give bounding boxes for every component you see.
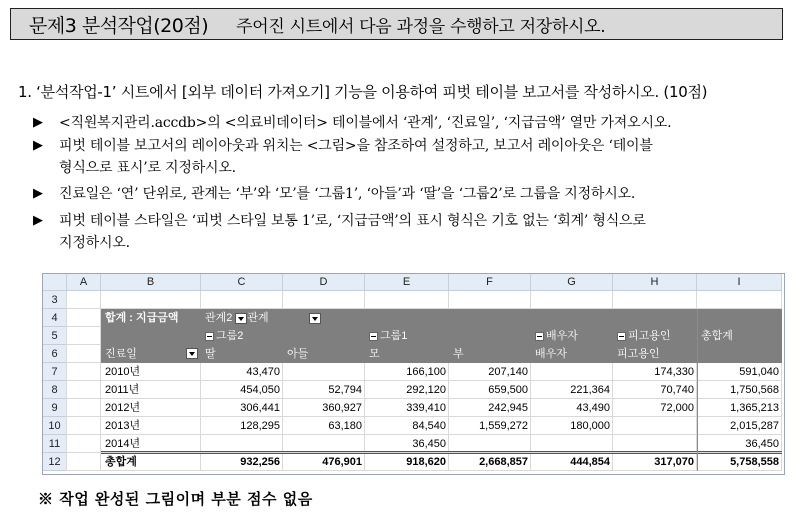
- relation-filter-dropdown-icon[interactable]: [309, 313, 321, 324]
- column-header[interactable]: G: [531, 274, 613, 291]
- pivot-value-cell[interactable]: 2,015,287: [730, 420, 779, 432]
- instruction-bullet-3: [33, 183, 788, 205]
- bullet-arrow-icon: ▶: [33, 115, 43, 130]
- row-header[interactable]: 9: [43, 399, 67, 417]
- bullet-arrow-icon: ▶: [33, 138, 43, 153]
- pivot-value-cell[interactable]: 70,740: [660, 384, 694, 396]
- column-header[interactable]: H: [613, 274, 697, 291]
- column-header[interactable]: D: [283, 274, 365, 291]
- pivot-value-cell[interactable]: 43,490: [576, 402, 610, 414]
- pivot-value-cell[interactable]: 1,559,272: [479, 420, 528, 432]
- spreadsheet-pivot-table: [42, 273, 785, 475]
- group2-header[interactable]: [201, 327, 283, 345]
- pivot-value-cell[interactable]: [283, 363, 365, 381]
- relation2-filter-dropdown-icon[interactable]: [235, 313, 247, 324]
- section-description: 주어진 시트에서 다음 과정을 수행하고 저장하시오.: [236, 16, 606, 37]
- pivot-grand-total-cell[interactable]: 932,256: [240, 456, 280, 468]
- question-title: 1. ‘분석작업-1’ 시트에서 [외부 데이터 가져오기] 기능을 이용하여 피벗 테이블 보고서를 작성하시오. (10점): [18, 83, 708, 101]
- pivot-grand-total-cell[interactable]: 317,070: [654, 456, 694, 468]
- column-header[interactable]: B: [101, 274, 201, 291]
- pivot-value-cell[interactable]: 84,540: [412, 420, 446, 432]
- pivot-value-cell[interactable]: 207,140: [488, 366, 528, 378]
- collapse-minus-icon[interactable]: [617, 332, 626, 341]
- pivot-value-cell[interactable]: 52,794: [328, 384, 362, 396]
- instruction-text-cont: 형식으로 표시’로 지정하시오.: [59, 160, 236, 176]
- column-item-label: 딸: [205, 348, 216, 360]
- field-relation2-label: 관계2: [205, 312, 233, 324]
- pivot-value-cell[interactable]: 339,410: [406, 402, 446, 414]
- instruction-bullet-2: [33, 135, 788, 179]
- pivot-value-cell[interactable]: 292,120: [406, 384, 446, 396]
- instruction-text: 피벗 테이블 스타일은 ‘피벗 스타일 보통 1’로, ‘지급금액’의 표시 형식은 기호 없는 ‘회계’ 형식으로: [59, 213, 646, 229]
- pivot-value-cell[interactable]: 306,441: [240, 402, 280, 414]
- row-field-header: [101, 345, 201, 363]
- grid-column-line: [66, 291, 67, 471]
- row-field-dropdown-icon[interactable]: [186, 348, 198, 359]
- group-label: 그룹1: [380, 330, 408, 342]
- pivot-grand-total-cell[interactable]: 2,668,857: [479, 456, 528, 468]
- pivot-value-cell[interactable]: 242,945: [488, 402, 528, 414]
- pivot-data-field-label: 합계 : 지급금액: [105, 312, 179, 324]
- instruction-text: 피벗 테이블 보고서의 레이아웃과 위치는 <그림>을 참조하여 설정하고, 보고서 레이아웃은 ‘테이블: [59, 138, 653, 154]
- row-header[interactable]: 4: [43, 309, 67, 327]
- row-header[interactable]: 6: [43, 345, 67, 363]
- row-header[interactable]: 8: [43, 381, 67, 399]
- pivot-value-cell[interactable]: 454,050: [240, 384, 280, 396]
- group-label: 피고용인: [628, 330, 671, 342]
- pivot-grand-total-cell[interactable]: 918,620: [406, 456, 446, 468]
- pivot-row-label[interactable]: 2013년: [105, 420, 141, 432]
- group-label: 그룹2: [216, 330, 244, 342]
- column-header[interactable]: I: [697, 274, 782, 291]
- spouse-group-header[interactable]: [531, 327, 613, 345]
- pivot-value-cell[interactable]: 166,100: [406, 366, 446, 378]
- instruction-text-cont: 지정하시오.: [59, 235, 130, 251]
- pivot-grand-total-cell[interactable]: 444,854: [570, 456, 610, 468]
- pivot-grand-total-label[interactable]: 총합계: [105, 456, 137, 468]
- row-header[interactable]: 12: [43, 453, 67, 471]
- section-header: [10, 8, 783, 40]
- collapse-minus-icon[interactable]: [205, 332, 214, 341]
- total-double-border: [101, 451, 782, 454]
- insured-group-header[interactable]: [613, 327, 697, 345]
- pivot-value-cell[interactable]: 72,000: [660, 402, 694, 414]
- row-header[interactable]: 3: [43, 291, 67, 309]
- grand-total-separator: [697, 309, 698, 471]
- pivot-value-cell[interactable]: 174,330: [654, 366, 694, 378]
- row-header[interactable]: 10: [43, 417, 67, 435]
- collapse-minus-icon[interactable]: [535, 332, 544, 341]
- pivot-row-label[interactable]: 2011년: [105, 384, 140, 396]
- pivot-grand-total-cell[interactable]: 476,901: [322, 456, 362, 468]
- pivot-row-label[interactable]: 2012년: [105, 402, 141, 414]
- pivot-row-label[interactable]: 2010년: [105, 366, 141, 378]
- group1-header[interactable]: [365, 327, 449, 345]
- pivot-grand-total-cell[interactable]: 5,758,558: [730, 456, 779, 468]
- instruction-text: <직원복지관리.accdb>의 <의료비데이터> 테이블에서 ‘관계’, ‘진료일’, ‘지급금액’ 열만 가져오시오.: [59, 115, 672, 131]
- select-all-corner[interactable]: [43, 274, 67, 291]
- pivot-value-cell[interactable]: 221,364: [570, 384, 610, 396]
- column-item-label: 부: [453, 348, 464, 360]
- pivot-value-cell[interactable]: 63,180: [328, 420, 362, 432]
- column-item-label: 아들: [287, 348, 309, 360]
- row-header[interactable]: 7: [43, 363, 67, 381]
- group-label: 배우자: [546, 330, 578, 342]
- pivot-value-cell[interactable]: [531, 363, 613, 381]
- column-item-label: 피고용인: [617, 348, 660, 360]
- column-header[interactable]: E: [365, 274, 449, 291]
- pivot-value-cell[interactable]: [613, 417, 697, 435]
- column-header[interactable]: C: [201, 274, 283, 291]
- pivot-value-cell[interactable]: 36,450: [745, 438, 779, 450]
- row-header[interactable]: 11: [43, 435, 67, 453]
- pivot-value-cell[interactable]: 128,295: [240, 420, 280, 432]
- bullet-arrow-icon: ▶: [33, 213, 43, 228]
- section-title: 문제3 분석작업(20점): [29, 14, 209, 37]
- instruction-bullet-1: [33, 112, 788, 134]
- field-relation-label: 관계: [247, 312, 269, 324]
- pivot-row-label[interactable]: 2014년: [105, 438, 141, 450]
- pivot-column-fields: [201, 309, 365, 327]
- pivot-value-cell[interactable]: 659,500: [488, 384, 528, 396]
- column-item-label: 모: [369, 348, 380, 360]
- column-header[interactable]: F: [449, 274, 531, 291]
- grand-total-column-header: 총합계: [701, 330, 733, 342]
- pivot-value-cell[interactable]: 43,470: [246, 366, 280, 378]
- row-field-label: 진료일: [105, 348, 137, 360]
- footer-note: ※ 작업 완성된 그림이며 부분 점수 없음: [38, 490, 313, 508]
- pivot-value-cell[interactable]: 1,750,568: [730, 384, 779, 396]
- row-header[interactable]: 5: [43, 327, 67, 345]
- instruction-bullet-4: [33, 210, 788, 254]
- pivot-value-cell[interactable]: 591,040: [739, 366, 779, 378]
- pivot-value-cell[interactable]: 1,365,213: [730, 402, 779, 414]
- pivot-value-cell[interactable]: 180,000: [570, 420, 610, 432]
- pivot-value-cell[interactable]: 36,450: [412, 438, 446, 450]
- pivot-value-cell[interactable]: 360,927: [322, 402, 362, 414]
- bullet-arrow-icon: ▶: [33, 186, 43, 201]
- instruction-text: 진료일은 ‘연’ 단위로, 관계는 ‘부’와 ‘모’를 ‘그룹1’, ‘아들’과 ‘딸’을 ‘그룹2’로 그룹을 지정하시오.: [59, 186, 636, 202]
- column-header[interactable]: A: [67, 274, 101, 291]
- column-item-label: 배우자: [535, 348, 567, 360]
- collapse-minus-icon[interactable]: [369, 332, 378, 341]
